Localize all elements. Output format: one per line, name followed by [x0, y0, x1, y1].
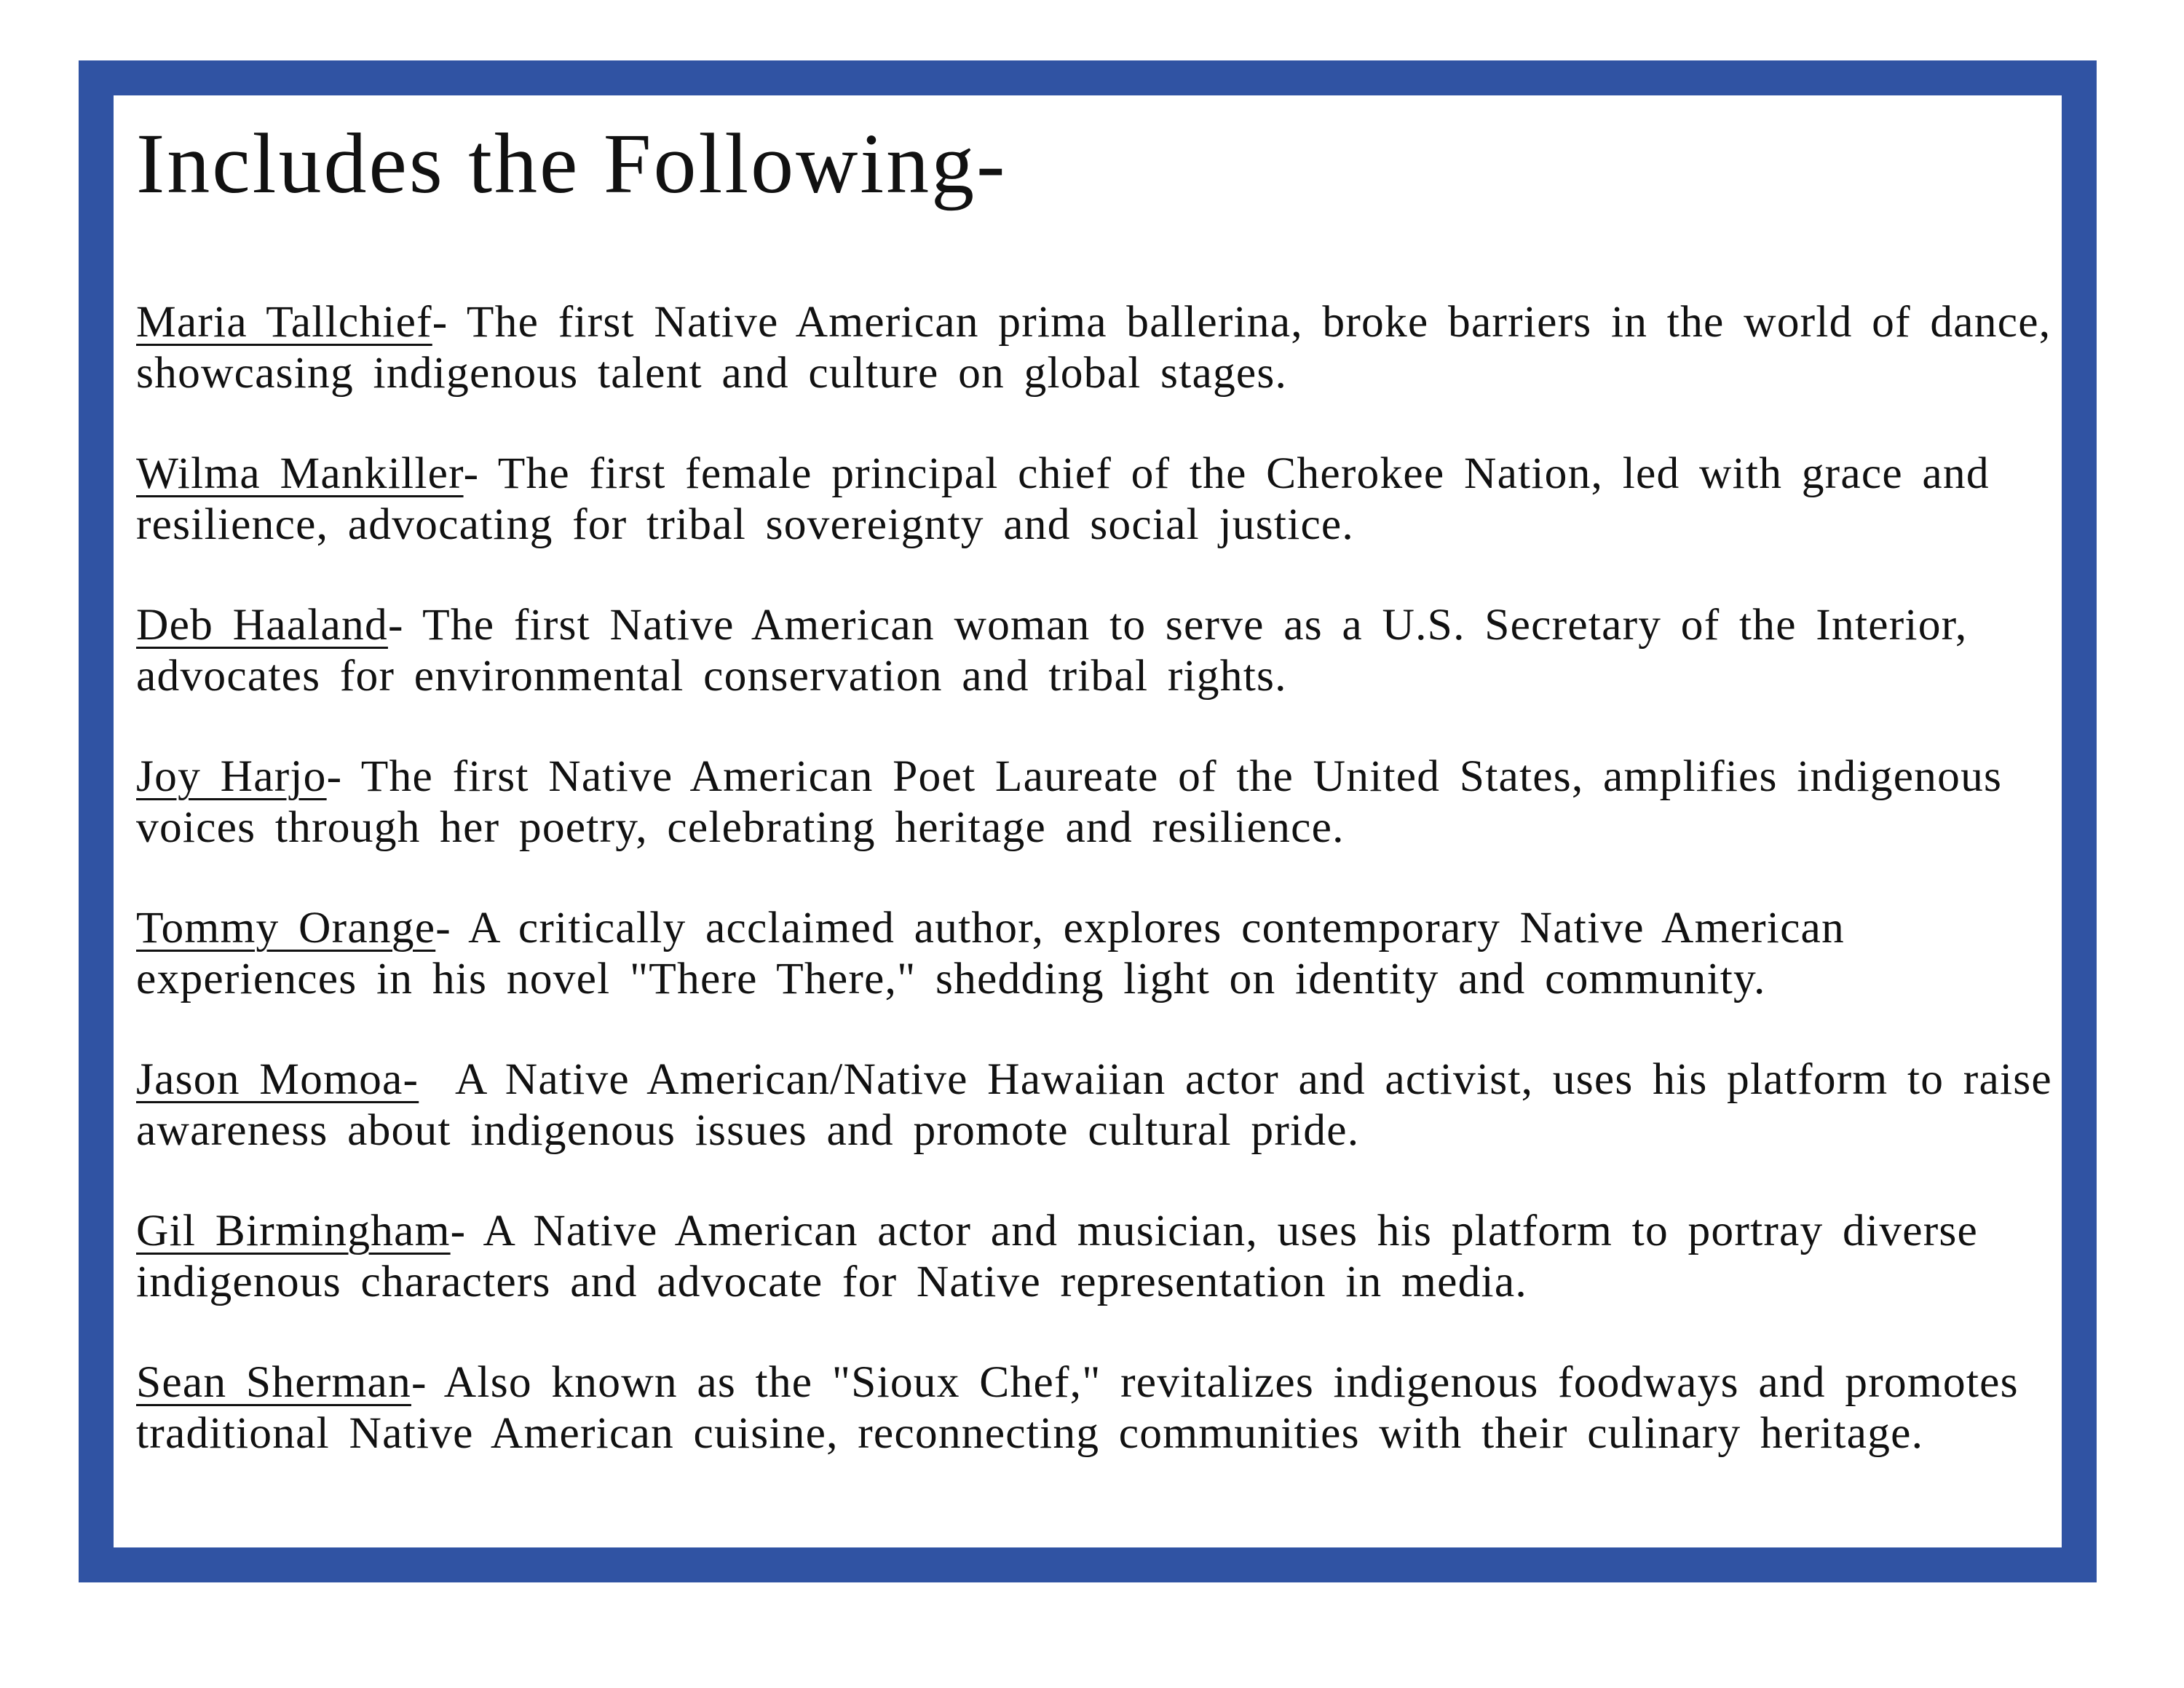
entry-description: - The first Native American Poet Laureate of the United States, amplifies indigenous voices through her poetry, celebrating heritage and resilience. — [136, 752, 2003, 852]
entry-wilma-mankiller — [136, 448, 2058, 550]
entry-tommy-orange — [136, 902, 2058, 1004]
entry-jason-momoa — [136, 1054, 2072, 1156]
entry-sean-sherman — [136, 1357, 2058, 1459]
entry-description: - The first female principal chief of the Cherokee Nation, led with grace and resilience, advocating for tribal sovereignty and social justice. — [136, 449, 1990, 549]
entry-name: Maria Tallchief — [136, 297, 432, 347]
entry-description: A Native American/Native Hawaiian actor and activist, uses his platform to raise awareness about indigenous issues and promote cultural pride. — [136, 1054, 2072, 1155]
entry-name: Sean Sherman — [136, 1357, 411, 1407]
entry-gil-birmingham — [136, 1205, 2058, 1307]
entry-description: - A Native American actor and musician, uses his platform to portray diverse indigenous characters and advocate for Native representation in media. — [136, 1206, 1979, 1306]
entry-deb-haaland — [136, 599, 2058, 701]
entry-maria-tallchief — [136, 296, 2058, 398]
entry-joy-harjo — [136, 751, 2058, 853]
entry-description: - The first Native American woman to serve as a U.S. Secretary of the Interior, advocates for environmental conservation and tribal rights. — [136, 600, 1968, 701]
entry-description: - A critically acclaimed author, explores contemporary Native American experiences in his novel "There There," shedding light on identity and community. — [136, 903, 1845, 1003]
entry-name: Gil Birmingham — [136, 1206, 451, 1255]
entry-name: Wilma Mankiller — [136, 449, 464, 498]
entry-list — [136, 296, 2072, 1459]
entry-name: Tommy Orange — [136, 903, 436, 953]
entry-description: - The first Native American prima ballerina, broke barriers in the world of dance, showcasing indigenous talent and culture on global stages. — [136, 297, 2052, 398]
document-body — [136, 113, 2072, 1508]
entry-name: Deb Haaland — [136, 600, 388, 650]
entry-name: Jason Momoa- — [136, 1054, 419, 1104]
entry-description: - Also known as the "Sioux Chef," revitalizes indigenous foodways and promotes traditional Native American cuisine, reconnecting communities with their culinary heritage. — [136, 1357, 2019, 1458]
entry-name: Joy Harjo — [136, 752, 327, 801]
page-heading: Includes the Following- — [136, 116, 1008, 211]
